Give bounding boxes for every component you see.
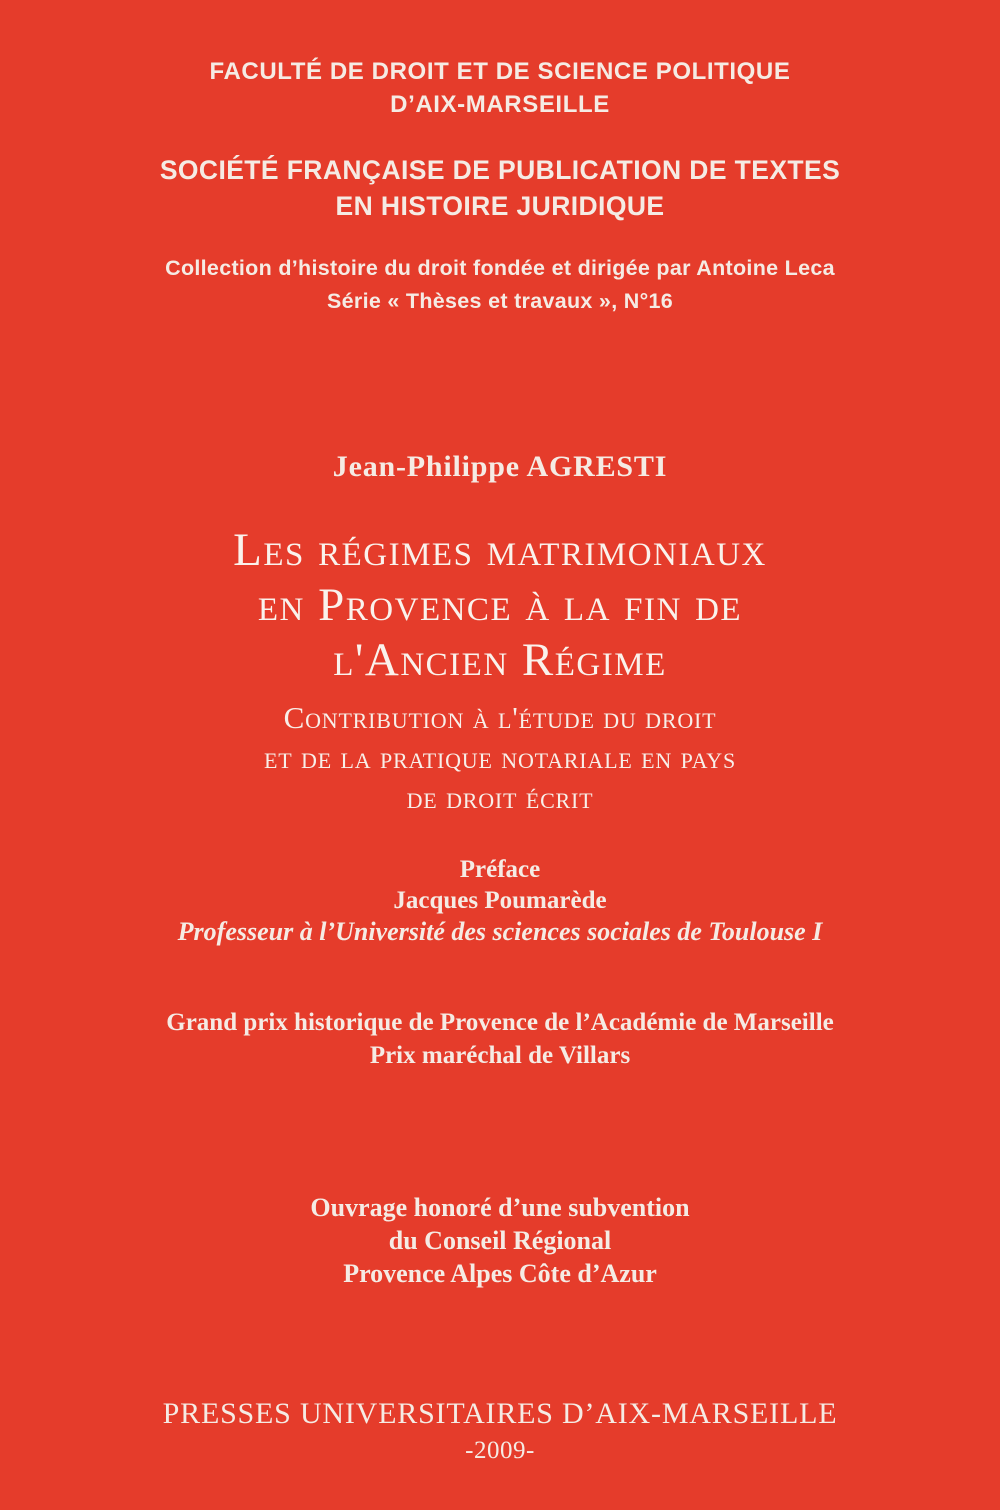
funding-line-1: Ouvrage honoré d’une subvention (310, 1193, 690, 1222)
awards-section (0, 1006, 1000, 1072)
faculty-line-2: D’AIX-MARSEILLE (390, 91, 610, 118)
subtitle-line-2: et de la pratique notariale en pays (263, 740, 736, 775)
publisher-section (0, 1396, 1000, 1466)
title-line-2: en Provence à la fin de (257, 579, 743, 631)
collection-line-2: Série « Thèses et travaux », N°16 (327, 289, 673, 313)
award-line-1: Grand prix historique de Provence de l’Académie de Marseille (166, 1009, 834, 1036)
faculty-line-1: FACULTÉ DE DROIT ET DE SCIENCE POLITIQUE (209, 58, 791, 85)
title-line-1: Les régimes matrimoniaux (233, 524, 767, 576)
publisher-name: PRESSES UNIVERSITAIRES D’AIX-MARSEILLE (162, 1397, 838, 1430)
society-line-2: EN HISTOIRE JURIDIQUE (335, 191, 665, 221)
preface-label: Préface (459, 856, 541, 883)
society-heading (0, 152, 1000, 224)
title-line-3: l'Ancien Régime (333, 634, 667, 686)
book-title (0, 523, 1000, 688)
book-subtitle (0, 698, 1000, 818)
subtitle-line-3: de droit écrit (406, 780, 594, 815)
funding-line-2: du Conseil Régional (388, 1226, 612, 1255)
author-name: Jean-Philippe AGRESTI (332, 450, 668, 483)
society-line-1: SOCIÉTÉ FRANÇAISE DE PUBLICATION DE TEXTES (159, 155, 841, 185)
preface-author-title: Professeur à l’Université des sciences sociales de Toulouse I (177, 917, 823, 946)
preface-author: Jacques Poumarède (393, 887, 607, 914)
funding-line-3: Provence Alpes Côte d’Azur (343, 1259, 657, 1288)
subtitle-line-1: Contribution à l'étude du droit (283, 700, 717, 735)
collection-line-1: Collection d’histoire du droit fondée et dirigée par Antoine Leca (165, 256, 835, 280)
publication-year: -2009- (465, 1437, 535, 1464)
award-line-2: Prix maréchal de Villars (369, 1042, 631, 1069)
preface-section (0, 854, 1000, 947)
faculty-heading (0, 55, 1000, 121)
collection-note (0, 252, 1000, 318)
funding-note (0, 1191, 1000, 1290)
